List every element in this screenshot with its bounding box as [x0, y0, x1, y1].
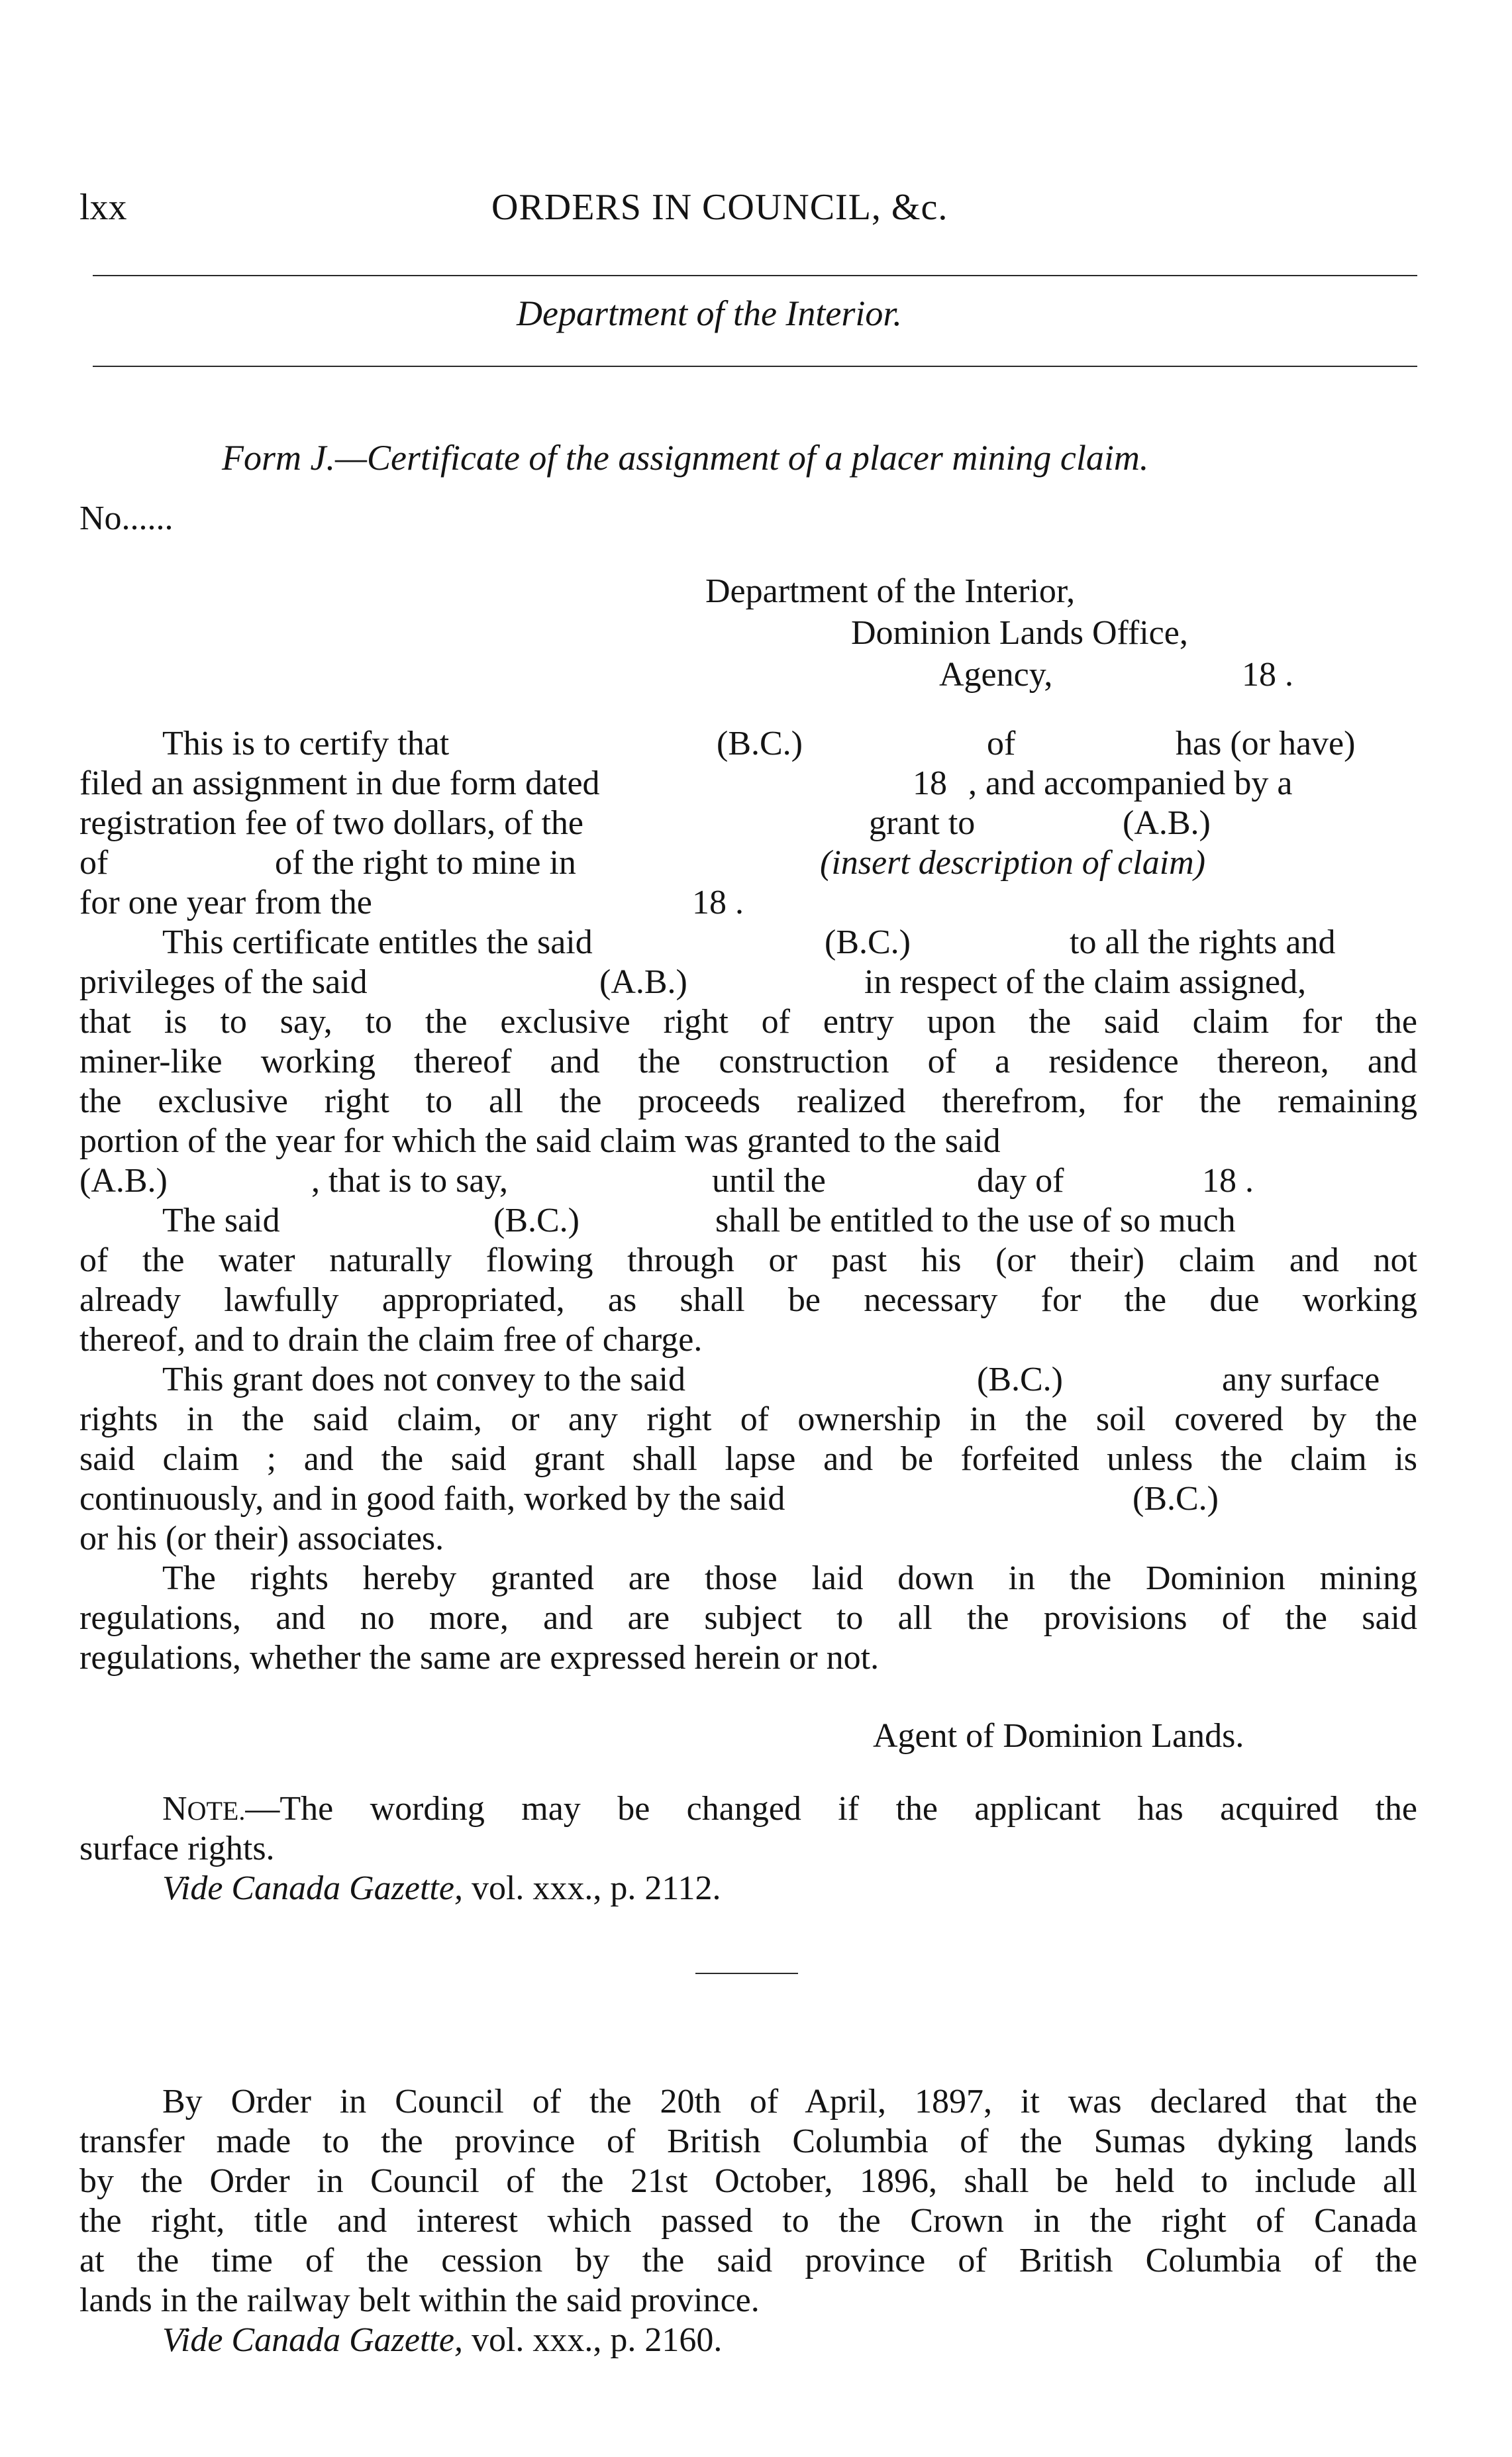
department-heading: Department of the Interior. — [517, 293, 902, 333]
p2-line2-c: in respect of the claim assigned, — [864, 963, 1307, 1001]
p1-line1-c: of — [987, 725, 1016, 762]
p2-line5: the exclusive right to all the proceeds realized therefrom, for the remaining — [79, 1082, 1417, 1120]
order-vide-ref: vol. xxx., p. 2160. — [471, 2321, 723, 2359]
p1-line1-d: has (or have) — [1176, 725, 1356, 762]
order-line-3: by the Order in Council of the 21st October, 1896, shall be held to include all — [79, 2162, 1417, 2200]
p2-line2-b: (A.B.) — [599, 963, 687, 1001]
p2-line6: portion of the year for which the said claim was granted to the said — [79, 1122, 1001, 1160]
note-text: —The wording may be changed if the applicant has acquired the — [245, 1790, 1417, 1828]
order-line-2: transfer made to the province of British Columbia of the Sumas dyking lands — [79, 2122, 1417, 2160]
address-line-3-agency: Agency, — [939, 656, 1053, 694]
p1-line3-b: grant to — [869, 804, 976, 842]
p3-line1-a: The said — [162, 1202, 280, 1239]
p2-line7-e: 18 . — [1202, 1162, 1254, 1200]
p3-line4: thereof, and to drain the claim free of charge. — [79, 1321, 703, 1359]
p1-line3-a: registration fee of two dollars, of the — [79, 804, 583, 842]
p1-line2-a: filed an assignment in due form dated — [79, 764, 600, 802]
order-line-4: the right, title and interest which passed to the Crown in the right of Canada — [79, 2202, 1417, 2240]
order-vide-gazette: Vide Canada Gazette, — [162, 2321, 463, 2359]
note-label-smallcaps: OTE. — [187, 1796, 246, 1826]
order-line-5: at the time of the cession by the said province of British Columbia of the — [79, 2242, 1417, 2279]
p4-line1-b: (B.C.) — [977, 1361, 1063, 1398]
header-rule-top — [93, 275, 1417, 276]
p2-line1-c: to all the rights and — [1070, 923, 1336, 961]
address-line-2: Dominion Lands Office, — [851, 614, 1188, 652]
signature-line: Agent of Dominion Lands. — [873, 1717, 1244, 1755]
p2-line1-a: This certificate entitles the said — [162, 923, 593, 961]
p1-line5-a: for one year from the — [79, 884, 372, 921]
p2-line1-b: (B.C.) — [825, 923, 911, 961]
order-vide-citation — [162, 2320, 722, 2361]
p4-line5: or his (or their) associates. — [79, 1520, 444, 1557]
running-title: ORDERS IN COUNCIL, &c. — [491, 187, 948, 228]
p1-line4-c: (insert description of claim) — [820, 844, 1206, 882]
p3-line1-c: shall be entitled to the use of so much — [715, 1202, 1236, 1239]
p5-line1: The rights hereby granted are those laid down in the Dominion mining — [162, 1559, 1417, 1597]
p2-line7-c: until the — [712, 1162, 826, 1200]
page-number: lxx — [79, 187, 127, 228]
p1-line3-c: (A.B.) — [1123, 804, 1211, 842]
p1-line1-b: (B.C.) — [717, 725, 803, 762]
form-vide-ref: vol. xxx., p. 2112. — [471, 1869, 721, 1907]
p2-line4: miner-like working thereof and the construction of a residence thereon, and — [79, 1043, 1417, 1080]
p1-line2-c: , and accompanied by a — [968, 764, 1293, 802]
note-line-2: surface rights. — [79, 1830, 275, 1867]
p4-line4-b: (B.C.) — [1133, 1480, 1219, 1518]
form-vide-gazette: Vide Canada Gazette, — [162, 1869, 463, 1907]
p4-line2: rights in the said claim, or any right of ownership in the soil covered by the — [79, 1400, 1417, 1438]
p3-line1-b: (B.C.) — [493, 1202, 580, 1239]
p3-line3: already lawfully appropriated, as shall be necessary for the due working — [79, 1281, 1417, 1319]
p4-line1-a: This grant does not convey to the said — [162, 1361, 685, 1398]
form-number: No...... — [79, 499, 174, 537]
p1-line4-b: of the right to mine in — [275, 844, 576, 882]
order-line-1: By Order in Council of the 20th of April, 1897, it was declared that the — [162, 2083, 1417, 2120]
p5-line2: regulations, and no more, and are subject to all the provisions of the said — [79, 1599, 1417, 1637]
order-line-6: lands in the railway belt within the said province. — [79, 2281, 760, 2319]
p2-line7-a: (A.B.) — [79, 1162, 168, 1200]
address-line-1: Department of the Interior, — [705, 572, 1076, 610]
note-label: NOTE. — [162, 1790, 246, 1828]
p4-line1-c: any surface — [1222, 1361, 1380, 1398]
p2-line3: that is to say, to the exclusive right of entry upon the said claim for the — [79, 1003, 1417, 1041]
p1-line2-b: 18 — [913, 764, 947, 802]
p4-line3: said claim ; and the said grant shall lapse and be forfeited unless the claim is — [79, 1440, 1417, 1478]
p2-line2-a: privileges of the said — [79, 963, 368, 1001]
p1-line1-a: This is to certify that — [162, 725, 450, 762]
p4-line4-a: continuously, and in good faith, worked by the said — [79, 1480, 785, 1518]
p2-line7-d: day of — [977, 1162, 1064, 1200]
header-rule-bottom — [93, 366, 1417, 367]
p2-line7-b: , that is to say, — [311, 1162, 509, 1200]
p3-line2: of the water naturally flowing through or past his (or their) claim and not — [79, 1241, 1417, 1279]
form-vide-citation — [162, 1868, 721, 1909]
p1-line4-a: of — [79, 844, 109, 882]
p1-line5-b: 18 . — [692, 884, 744, 921]
p5-line3: regulations, whether the same are expressed herein or not. — [79, 1639, 880, 1677]
section-separator — [695, 1973, 798, 1974]
note-line-1 — [162, 1789, 1417, 1832]
form-title: Form J.—Certificate of the assignment of a placer mining claim. — [222, 438, 1149, 478]
address-line-3-year: 18 . — [1242, 656, 1293, 694]
